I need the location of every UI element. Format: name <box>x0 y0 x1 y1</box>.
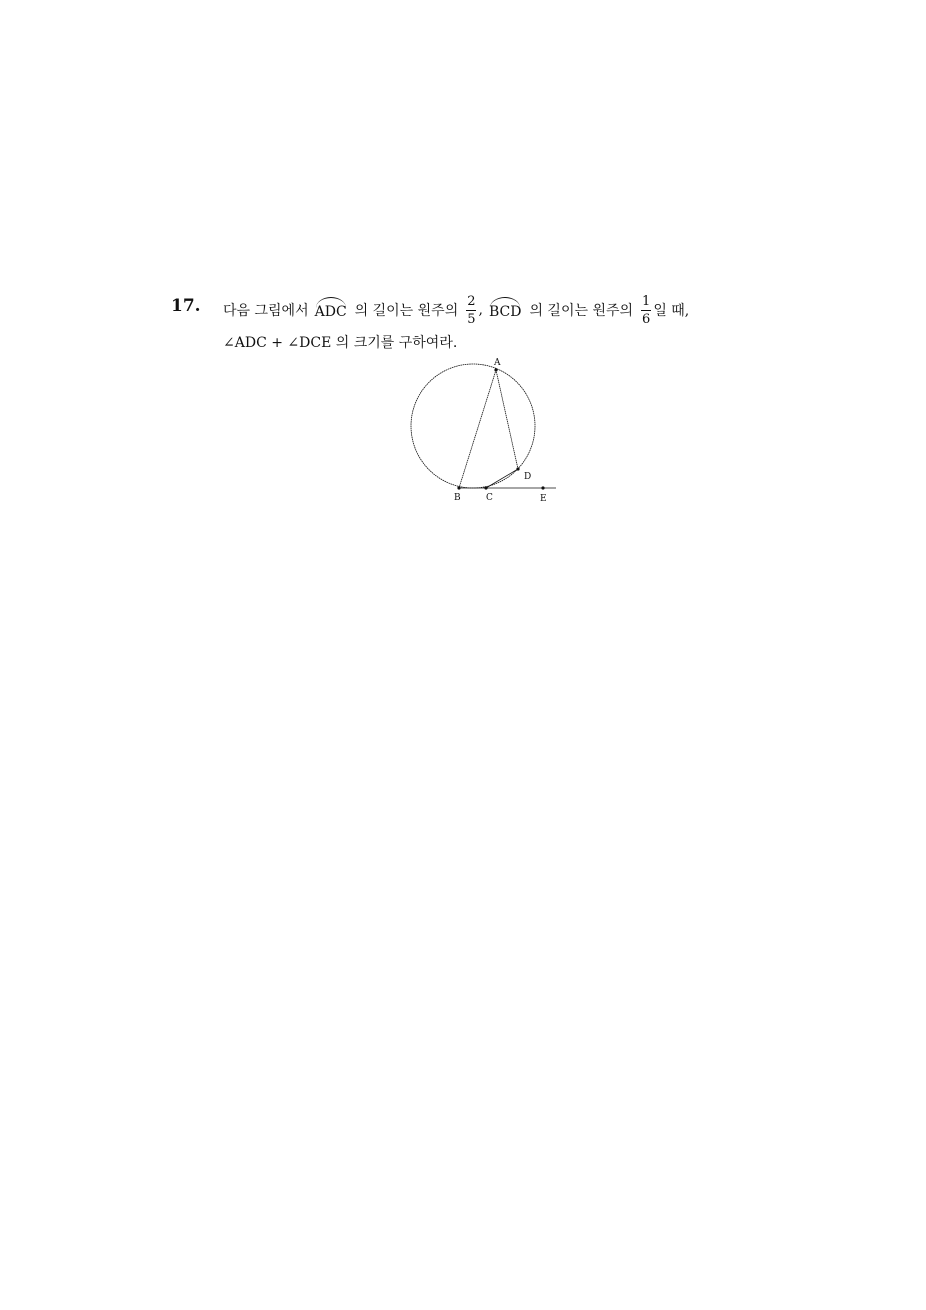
fraction-numerator: 2 <box>467 293 476 309</box>
label-a: A <box>494 358 501 368</box>
point-a <box>494 368 497 371</box>
fraction-denominator: 6 <box>642 311 651 327</box>
question-number: 17. <box>171 296 201 316</box>
text-segment-1: 다음 그림에서 <box>223 303 309 319</box>
question-text-line1 <box>223 288 695 332</box>
chord-ad <box>496 370 518 469</box>
label-e: E <box>540 494 547 504</box>
arc-adc: ADC <box>315 300 347 320</box>
comma: , <box>478 302 483 318</box>
chord-ab <box>459 370 496 488</box>
chord-dc <box>486 469 518 488</box>
fraction-two-fifths <box>466 294 476 327</box>
fraction-bar <box>466 310 476 311</box>
fraction-one-sixth <box>641 294 651 327</box>
point-d <box>516 467 519 470</box>
fraction-numerator: 1 <box>642 293 651 309</box>
arc-bcd: BCD <box>489 300 521 320</box>
text-segment-2: 의 길이는 원주의 <box>354 303 459 319</box>
circle <box>411 364 535 488</box>
fraction-bar <box>641 310 651 311</box>
text-segment-3: 의 길이는 원주의 <box>529 303 634 319</box>
label-b: B <box>454 493 461 503</box>
text-segment-4: 일 때, <box>653 303 690 319</box>
geometry-figure <box>400 355 570 519</box>
point-b <box>457 486 460 489</box>
label-c: C <box>486 493 493 503</box>
point-c <box>484 486 487 489</box>
question-text-line2: ∠ADC + ∠DCE 의 크기를 구하여라. <box>223 335 458 351</box>
fraction-denominator: 5 <box>467 311 476 327</box>
label-d: D <box>524 472 532 482</box>
circle-diagram <box>400 355 570 515</box>
point-e <box>541 486 544 489</box>
